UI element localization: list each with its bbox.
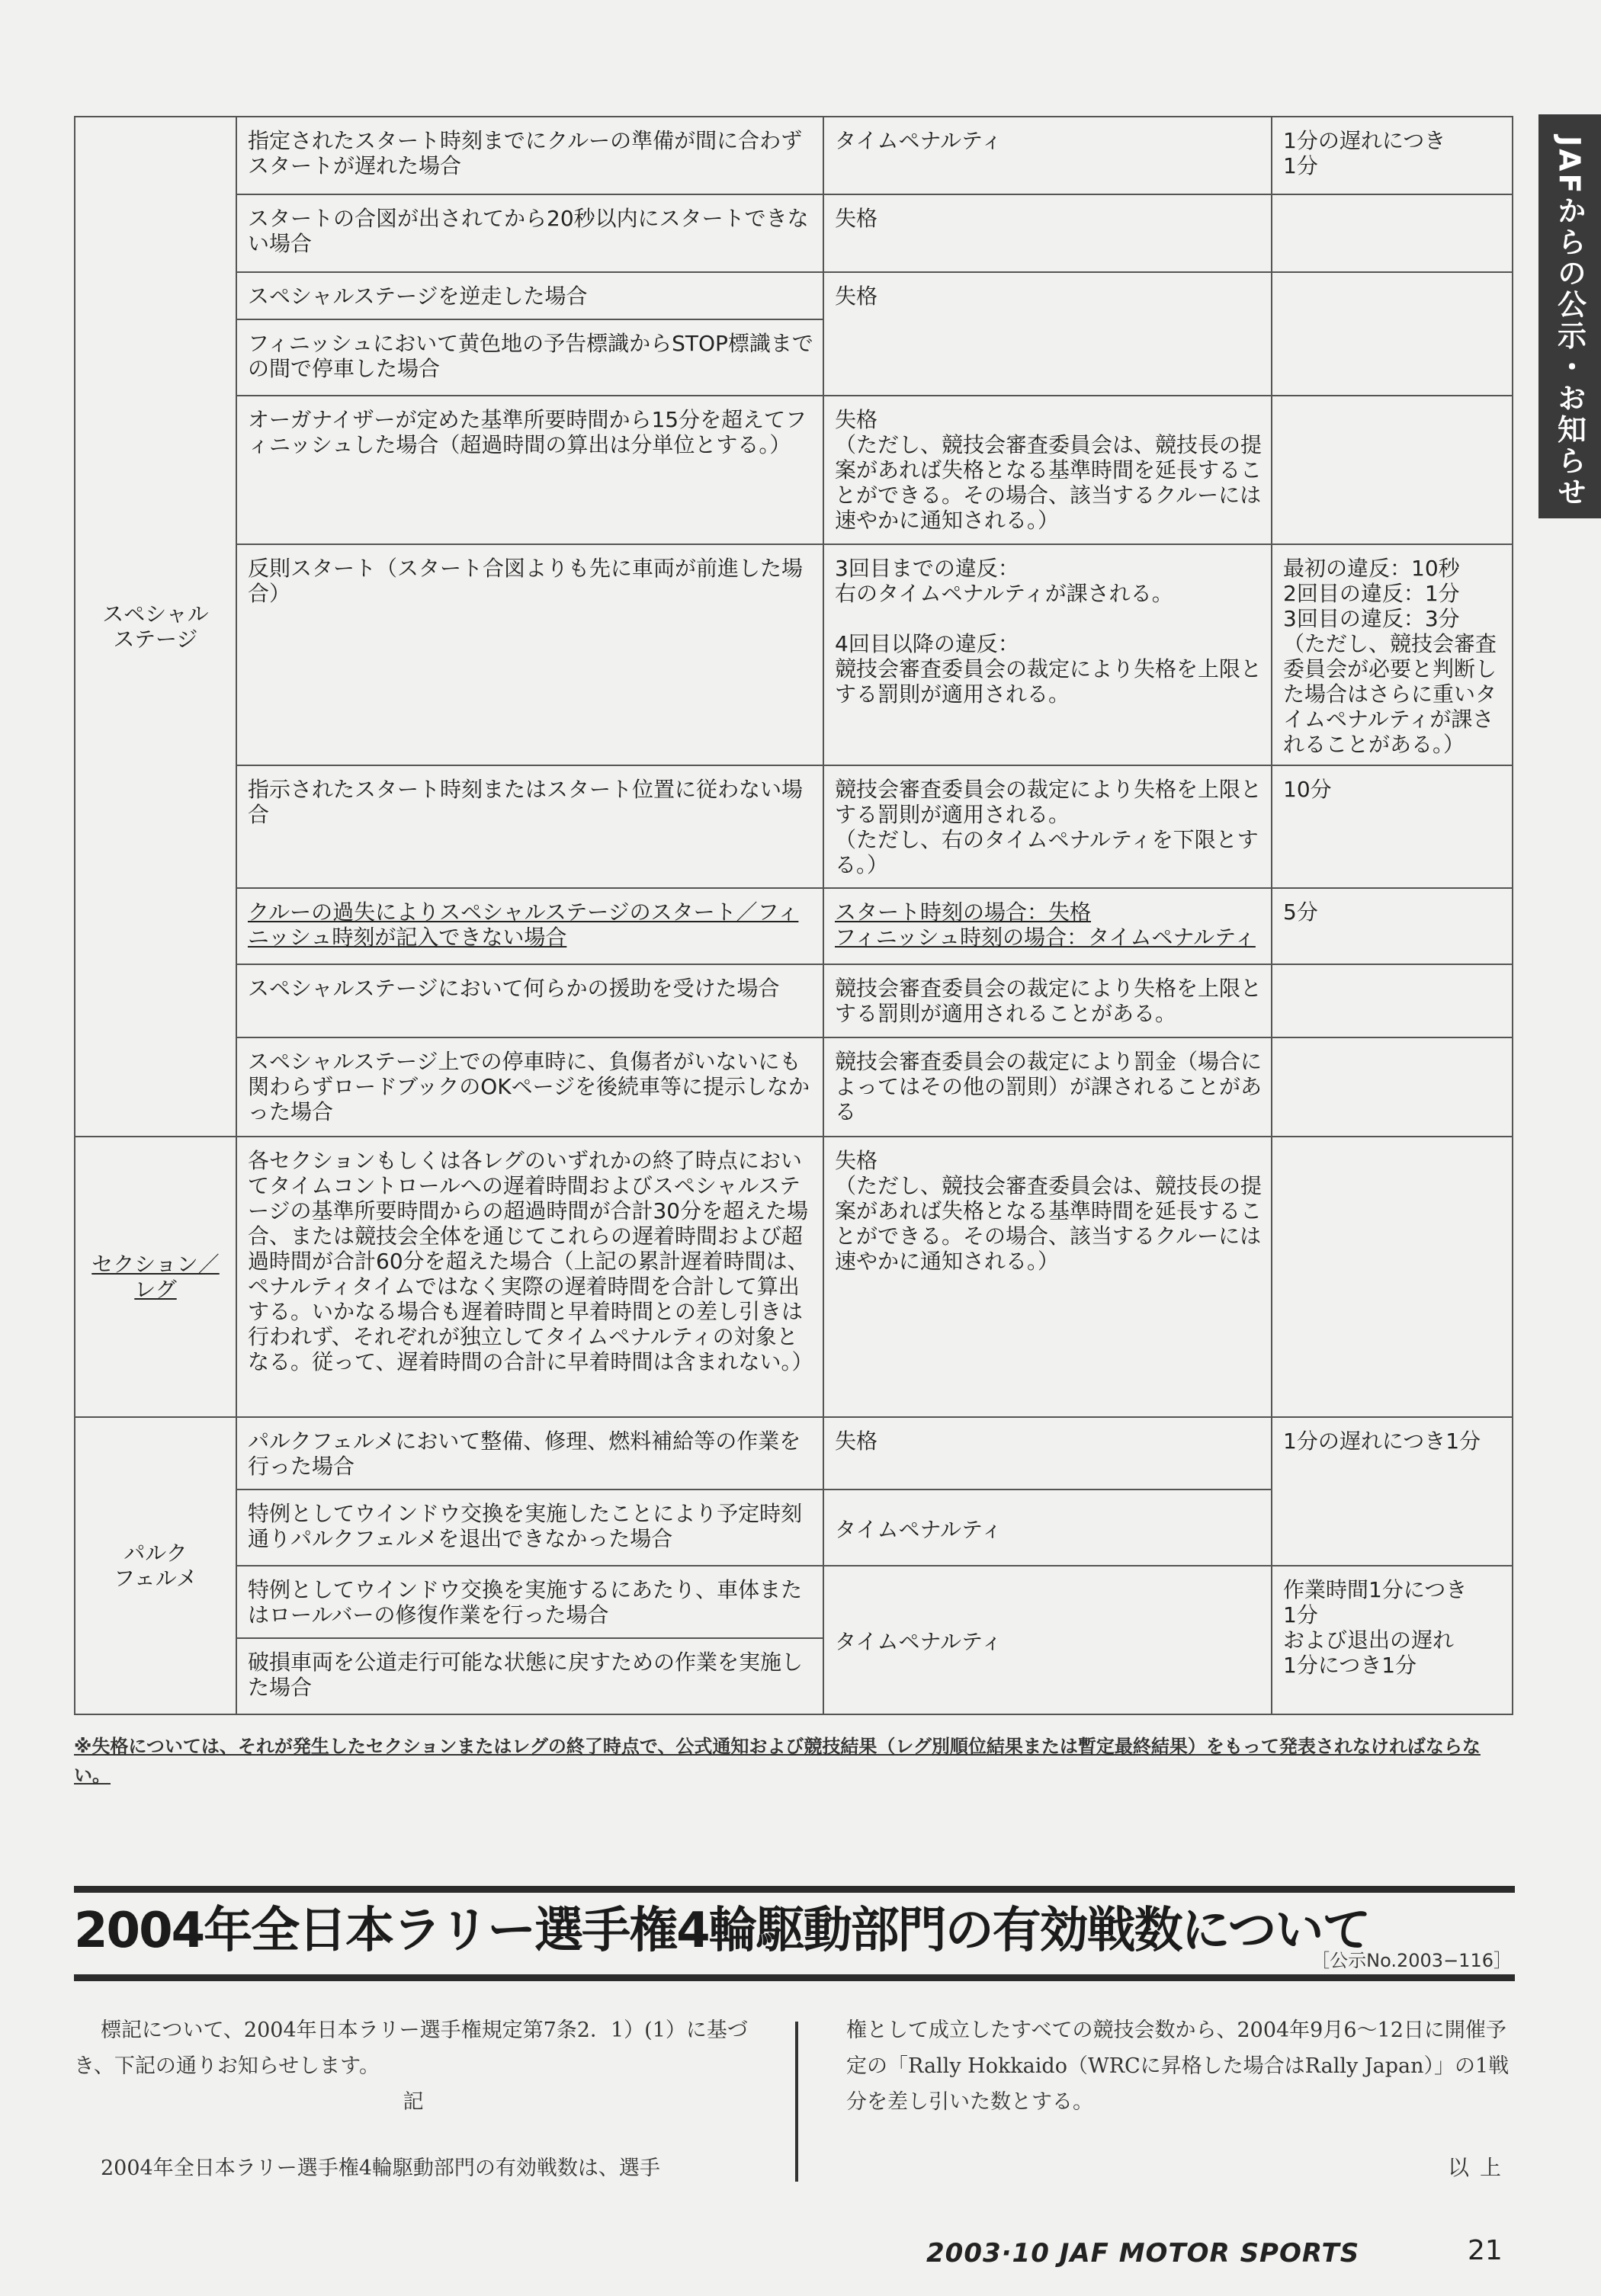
penalty-cell: タイムペナルティ <box>823 117 1272 194</box>
case-cell: 反則スタート（スタート合図よりも先に車両が前進した場合） <box>236 544 823 765</box>
time-cell: 5分 <box>1272 888 1513 964</box>
penalty-cell: スタート時刻の場合：失格 フィニッシュ時刻の場合：タイムペナルティ <box>823 888 1272 964</box>
closing-mark: 以上 <box>1447 2155 1512 2180</box>
footnote: ※失格については、それが発生したセクションまたはレグの終了時点で、公式通知および競技結果（レグ別順位結果または暫定最終結果）をもって発表されなければならない。 <box>74 1736 1481 1786</box>
case-cell: スペシャルステージにおいて何らかの援助を受けた場合 <box>236 964 823 1037</box>
case-cell: 特例としてウインドウ交換を実施したことにより予定時刻通りパルクフェルメを退出できなかった場合 <box>236 1490 823 1566</box>
table-row <box>75 1566 1513 1638</box>
penalty-cell: タイムペナルティ <box>823 1490 1272 1566</box>
time-cell <box>1272 272 1513 396</box>
title-rule-top <box>74 1886 1515 1893</box>
penalty-cell: 失格 <box>823 1417 1272 1490</box>
category-cell: スペシャル ステージ <box>75 117 236 1137</box>
time-cell <box>1272 964 1513 1037</box>
time-cell <box>1272 194 1513 272</box>
penalty-cell: 3回目までの違反： 右のタイムペナルティが課される。 4回目以降の違反： 競技会審査委員会の裁定により失格を上限とする罰則が適用される。 <box>823 544 1272 765</box>
penalty-cell: 競技会審査委員会の裁定により失格を上限とする罰則が適用されることがある。 <box>823 964 1272 1037</box>
time-cell: 作業時間1分につき 1分 および退出の遅れ 1分につき1分 <box>1272 1566 1513 1714</box>
case-cell: オーガナイザーが定めた基準所要時間から15分を超えてフィニッシュした場合（超過時間の算出は分単位とする。） <box>236 396 823 544</box>
time-cell: 最初の違反：10秒 2回目の違反：1分 3回目の違反：3分 （ただし、競技会審査委員会が必要と判断した場合はさらに重いタイムペナルティが課されることがある。） <box>1272 544 1513 765</box>
time-cell: 10分 <box>1272 765 1513 888</box>
penalty-cell: 失格 <box>823 272 1272 396</box>
table-row <box>75 1137 1513 1417</box>
title-rule-bottom <box>74 1974 1515 1981</box>
penalty-cell: 競技会審査委員会の裁定により失格を上限とする罰則が適用される。 （ただし、右のタイムペナルティを下限とする。） <box>823 765 1272 888</box>
case-cell: 指定されたスタート時刻までにクルーの準備が間に合わずスタートが遅れた場合 <box>236 117 823 194</box>
penalty-cell: タイムペナルティ <box>823 1566 1272 1714</box>
time-cell: 1分の遅れにつき 1分 <box>1272 117 1513 194</box>
table-row <box>75 1417 1513 1490</box>
table-row <box>75 544 1513 765</box>
table-row <box>75 396 1513 544</box>
case-cell: スタートの合図が出されてから20秒以内にスタートできない場合 <box>236 194 823 272</box>
time-cell <box>1272 1137 1513 1417</box>
table-row <box>75 765 1513 888</box>
penalty-cell: 失格 （ただし、競技会審査委員会は、競技長の提案があれば失格となる基準時間を延長することができる。その場合、該当するクルーには速やかに通知される。） <box>823 396 1272 544</box>
article-paragraph: 2004年全日本ラリー選手権4輪駆動部門の有効戦数は、選手 <box>101 2157 660 2180</box>
table-row <box>75 117 1513 194</box>
page-number: 21 <box>1468 2235 1503 2266</box>
table-row <box>75 964 1513 1037</box>
case-cell: 破損車両を公道走行可能な状態に戻すための作業を実施した場合 <box>236 1638 823 1714</box>
article-paragraph: 権として成立したすべての競技会数から、2004年9月6〜12日に開催予定の「Rally Hokkaido（WRCに昇格した場合はRally Japan）」の1戦分を差し引いた数とする。 <box>846 2019 1510 2114</box>
case-cell: パルクフェルメにおいて整備、修理、燃料補給等の作業を行った場合 <box>236 1417 823 1490</box>
time-cell: 1分の遅れにつき1分 <box>1272 1417 1513 1566</box>
table-row <box>75 1037 1513 1137</box>
section-tab-label: JAFからの公示・お知らせ <box>1552 136 1587 508</box>
notice-number: ［公示No.2003−116］ <box>1311 1950 1512 1971</box>
time-cell <box>1272 1037 1513 1137</box>
article-right-column <box>846 2012 1517 2120</box>
penalty-cell: 失格 <box>823 194 1272 272</box>
time-cell <box>1272 396 1513 544</box>
case-cell: スペシャルステージを逆走した場合 <box>236 272 823 319</box>
category-cell: パルク フェルメ <box>75 1417 236 1714</box>
case-cell: クルーの過失によりスペシャルステージのスタート／フィニッシュ時刻が記入できない場合 <box>236 888 823 964</box>
penalty-cell: 失格 （ただし、競技会審査委員会は、競技長の提案があれば失格となる基準時間を延長することができる。その場合、該当するクルーには速やかに通知される。） <box>823 1137 1272 1417</box>
case-cell: スペシャルステージ上での停車時に、負傷者がいないにも関わらずロードブックのOKページを後続車等に提示しなかった場合 <box>236 1037 823 1137</box>
penalty-table <box>74 116 1513 1715</box>
table-row <box>75 194 1513 272</box>
case-cell: 特例としてウインドウ交換を実施するにあたり、車体またはロールバーの修復作業を行った場合 <box>236 1566 823 1638</box>
case-cell: 各セクションもしくは各レグのいずれかの終了時点においてタイムコントロールへの遅着時間およびスペシャルステージの基準所要時間からの超過時間が合計30分を超えた場合、または競技会全体を通じてこれらの遅着時間および超過時間が合計60分を超えた場合（上記の累計遅着時間は、ペナルティタイムではなく実際の遅着時間を合計して算出する。いかなる場合も遅着時間と早着時間との差し引きは行われず、それぞれが独立してタイムペナルティの対象となる。従って、遅着時間の合計に早着時間は含まれない。） <box>236 1137 823 1417</box>
case-cell: フィニッシュにおいて黄色地の予告標識からSTOP標識までの間で停車した場合 <box>236 319 823 396</box>
case-cell: 指示されたスタート時刻またはスタート位置に従わない場合 <box>236 765 823 888</box>
article-left-column <box>74 2012 760 2186</box>
article-title: 2004年全日本ラリー選手権4輪駆動部門の有効戦数について <box>74 1903 1370 1959</box>
article-paragraph: 標記について、2004年日本ラリー選手権規定第7条2．1）(1）に基づき、下記の通りお知らせします。 <box>74 2019 748 2078</box>
magazine-footer: 2003·10 JAF MOTOR SPORTS <box>926 2238 1360 2269</box>
ki-marker: 記 <box>403 2090 424 2114</box>
table-row <box>75 888 1513 964</box>
section-tab <box>1538 114 1601 518</box>
category-cell: セクション／ レグ <box>75 1137 236 1417</box>
column-divider <box>795 2022 798 2182</box>
table-row <box>75 272 1513 319</box>
penalty-cell: 競技会審査委員会の裁定により罰金（場合によってはその他の罰則）が課されることがある <box>823 1037 1272 1137</box>
